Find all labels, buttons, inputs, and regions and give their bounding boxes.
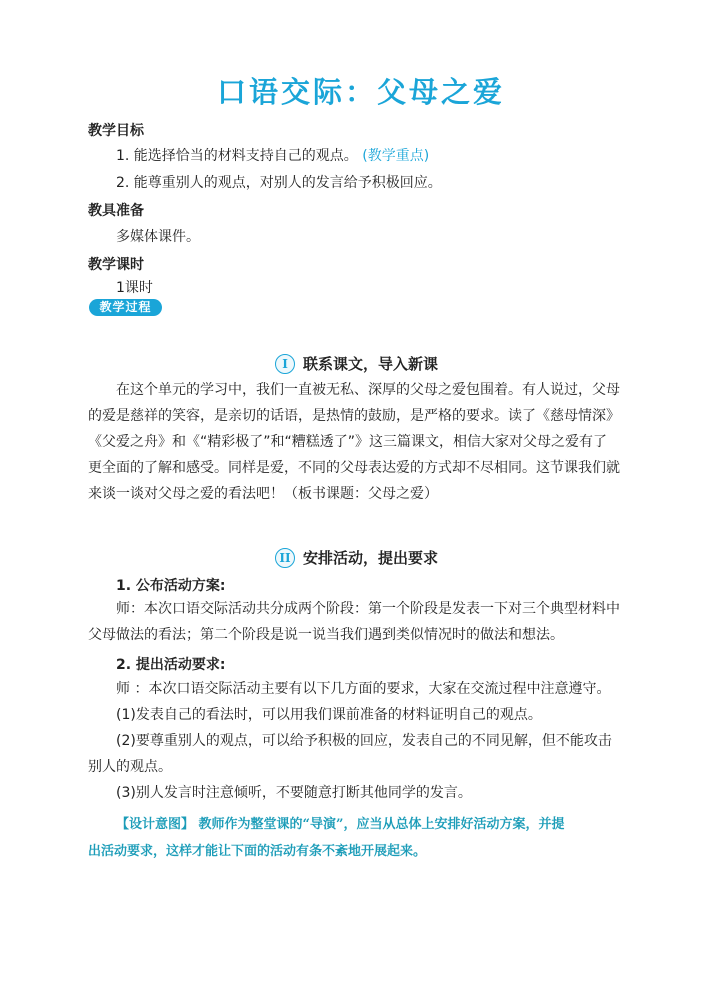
process-badge: 教学过程	[89, 299, 162, 316]
section2-sub1-line: 师：本次口语交际活动共分成两个阶段：第一个阶段是发表一下对三个典型材料中	[116, 601, 620, 617]
section2-sub2: 2. 提出活动要求:	[116, 657, 226, 673]
design-intent-line: 出活动要求，这样才能让下面的活动有条不紊地开展起来。	[88, 844, 427, 859]
section2-sub1-paragraph	[88, 596, 648, 648]
section1-heading	[275, 353, 438, 374]
section2-sub2-paragraph	[88, 676, 648, 806]
section1-line: 的爱是慈祥的笑容，是亲切的话语，是热情的鼓励，是严格的要求。读了《慈母情深》	[88, 408, 620, 424]
page-title: 口语交际：父母之爱	[216, 75, 505, 109]
design-intent-line: 【设计意图】 教师作为整堂课的“导演”，应当从总体上安排好活动方案，并提	[116, 817, 565, 832]
goal-item-1-text: 1. 能选择恰当的材料支持自己的观点。	[116, 148, 358, 164]
section2-numeral: II	[275, 548, 295, 568]
section2-sub2-line: (1)发表自己的看法时，可以用我们课前准备的材料证明自己的观点。	[116, 707, 542, 723]
section2-sub2-line: 别人的观点。	[88, 759, 172, 775]
goal-item-2: 2. 能尊重别人的观点，对别人的发言给予积极回应。	[116, 175, 442, 191]
section1-line: 《父爱之舟》和《“精彩极了”和“糟糕透了”》这三篇课文，相信大家对父母之爱有了	[88, 434, 608, 450]
prep-text: 多媒体课件。	[116, 229, 200, 245]
section1-numeral: I	[275, 354, 295, 374]
section1-title: 联系课文，导入新课	[303, 355, 439, 373]
section1-line: 在这个单元的学习中，我们一直被无私、深厚的父母之爱包围着。有人说过，父母	[116, 382, 620, 398]
hours-text: 1课时	[116, 280, 153, 296]
prep-heading: 教具准备	[88, 203, 144, 219]
section2-sub2-line: (2)要尊重别人的观点，可以给予积极的回应，发表自己的不同见解，但不能攻击	[116, 733, 612, 749]
key-point-tag: (教学重点)	[362, 148, 430, 164]
section2-sub2-line: 师 ：本次口语交际活动主要有以下几方面的要求，大家在交流过程中注意遵守。	[116, 681, 611, 697]
section1-line: 更全面的了解和感受。同样是爱，不同的父母表达爱的方式却不尽相同。这节课我们就	[88, 460, 620, 476]
section2-sub1: 1. 公布活动方案:	[116, 578, 226, 594]
section2-heading	[275, 547, 438, 568]
design-intent-note	[88, 811, 648, 865]
goals-heading: 教学目标	[88, 123, 144, 139]
goal-item-1	[116, 146, 429, 166]
section1-paragraph	[88, 377, 648, 507]
section2-sub2-line: (3)别人发言时注意倾听，不要随意打断其他同学的发言。	[116, 785, 472, 801]
section2-title: 安排活动，提出要求	[303, 549, 439, 567]
hours-heading: 教学课时	[88, 257, 144, 273]
section1-line: 来谈一谈对父母之爱的看法吧！（板书课题：父母之爱）	[88, 486, 438, 502]
section2-sub1-line: 父母做法的看法；第二个阶段是说一说当我们遇到类似情况时的做法和想法。	[88, 627, 564, 643]
